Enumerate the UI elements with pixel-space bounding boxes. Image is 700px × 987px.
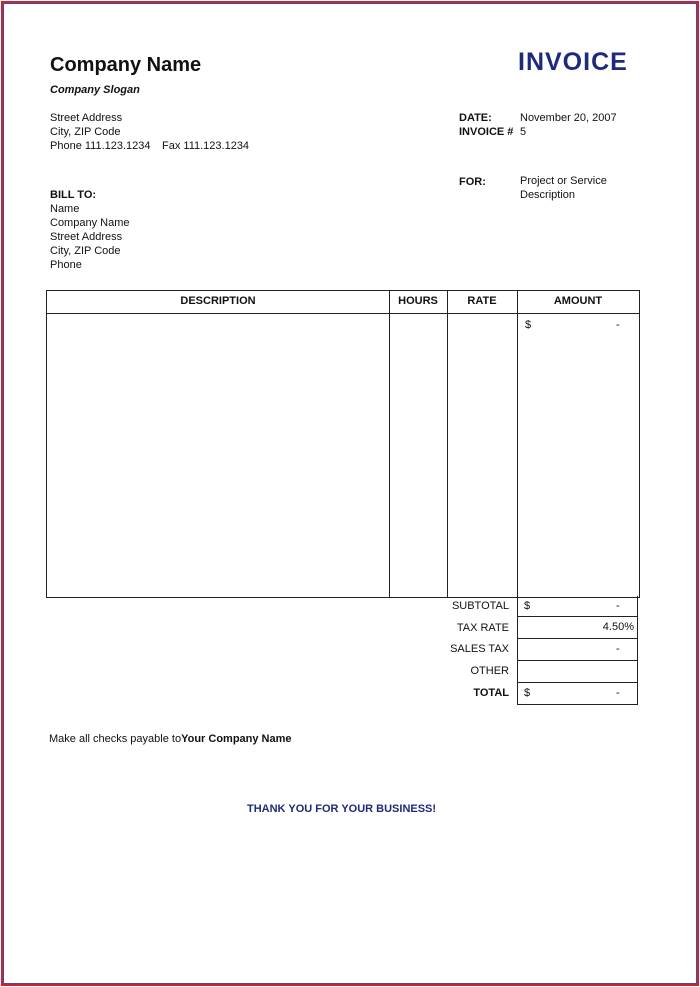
header-description: DESCRIPTION (180, 295, 256, 307)
tax-rate-value: 4.50% (602, 621, 634, 633)
for-value-line1: Project or Service (520, 175, 607, 187)
column-divider (447, 291, 448, 597)
sales-tax-box (517, 639, 638, 661)
other-label: OTHER (470, 665, 509, 677)
line-items-table (46, 290, 640, 598)
company-street: Street Address (50, 112, 123, 124)
bill-to-name: Name (50, 203, 80, 215)
subtotal-box (517, 596, 638, 617)
subtotal-value: - (616, 600, 620, 612)
header-hours: HOURS (398, 295, 438, 307)
checks-payable-note (49, 732, 292, 746)
tax-rate-box (517, 617, 638, 639)
sales-tax-label: SALES TAX (450, 643, 509, 655)
date-value: November 20, 2007 (520, 112, 617, 124)
amount-currency: $ (525, 319, 532, 331)
bill-to-company: Company Name (50, 217, 130, 229)
company-fax: Fax 111.123.1234 (162, 140, 250, 152)
total-label: TOTAL (473, 687, 509, 699)
for-value-line2: Description (520, 189, 576, 201)
total-box (517, 683, 638, 705)
invoice-title: INVOICE (518, 48, 628, 76)
column-divider (389, 291, 390, 597)
bill-to-phone: Phone (50, 259, 82, 271)
company-name: Company Name (50, 54, 202, 76)
tax-rate-label: TAX RATE (456, 622, 509, 634)
subtotal-currency: $ (524, 600, 531, 612)
invoice-number-label: INVOICE # (459, 126, 514, 138)
thank-you-message: THANK YOU FOR YOUR BUSINESS! (247, 803, 437, 815)
column-divider (517, 291, 518, 597)
bill-to-label: BILL TO: (50, 189, 97, 201)
for-label: FOR: (459, 176, 486, 188)
company-slogan: Company Slogan (50, 84, 140, 96)
date-label: DATE: (459, 112, 492, 124)
amount-value: - (616, 319, 620, 331)
other-box (517, 661, 638, 683)
bill-to-street: Street Address (50, 231, 123, 243)
total-value: - (616, 687, 620, 699)
header-rate: RATE (467, 295, 497, 307)
company-city-zip: City, ZIP Code (50, 126, 121, 138)
sales-tax-value: - (616, 643, 620, 655)
checks-text: Make all checks payable to (49, 733, 182, 745)
checks-company: Your Company Name (181, 733, 292, 745)
total-currency: $ (524, 687, 531, 699)
bill-to-city-zip: City, ZIP Code (50, 245, 121, 257)
subtotal-label: SUBTOTAL (451, 600, 509, 612)
company-phone: Phone 111.123.1234 (50, 140, 151, 152)
invoice-number-value: 5 (520, 126, 527, 138)
header-amount: AMOUNT (553, 295, 603, 307)
